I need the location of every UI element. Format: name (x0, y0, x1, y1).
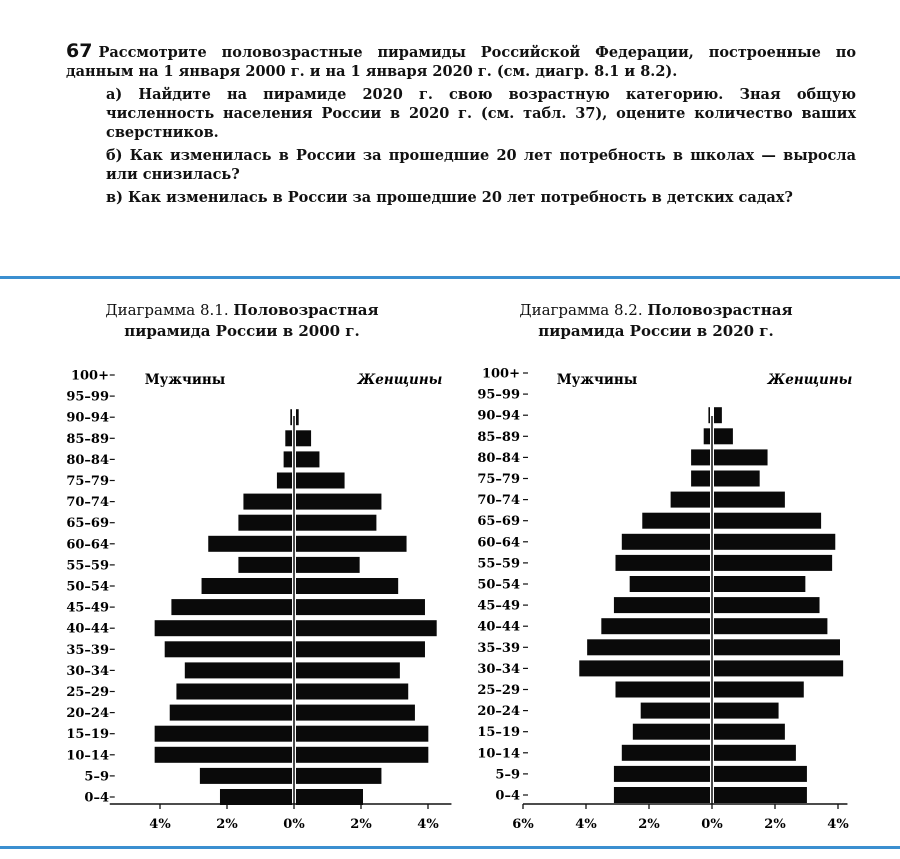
chart1-bar-female (296, 684, 408, 700)
chart2-age-label: 85–89 (477, 429, 520, 445)
chart1-bar-male (155, 747, 292, 763)
chart1-age-label: 0–4 (84, 790, 109, 806)
chart2-age-label: 25–29 (477, 683, 520, 698)
chart2-title-line2: пирамида России в 2020 г. (538, 322, 774, 340)
chart1-x-tick-label: 0% (283, 817, 305, 832)
chart1-age-label: 5–9 (84, 769, 109, 785)
chart1-bar-female (296, 451, 319, 467)
chart1-legend-female: Женщины (357, 372, 443, 388)
question-b: б) Как изменилась в России за прошедшие 20 лет потребность в школах — выросла или снизилась? (106, 147, 856, 183)
chart1-age-label: 25–29 (66, 685, 109, 700)
chart2-age-label: 75–79 (477, 472, 520, 487)
chart1-age-label: 50–54 (66, 579, 109, 595)
chart1-bar-male (238, 557, 292, 573)
chart2-legend-female: Женщины (767, 372, 853, 388)
chart2-x-tick-label: 2% (764, 817, 786, 832)
chart1-bar-female (296, 578, 398, 594)
chart1-bar-male (176, 684, 292, 700)
chart2-x-tick-label: 6% (512, 817, 534, 832)
chart1-x-tick-label: 2% (216, 817, 238, 832)
chart2-age-label: 80–84 (477, 450, 520, 466)
chart1-bar-male (238, 515, 292, 531)
chart1-bar-female (296, 409, 299, 425)
chart1-legend-male: Мужчины (144, 372, 226, 388)
chart1-age-label: 85–89 (66, 431, 109, 447)
chart1-age-label: 55–59 (66, 558, 109, 574)
chart1-bar-male (284, 451, 292, 467)
chart1-age-label: 40–44 (66, 621, 109, 637)
chart2-age-label: 30–34 (477, 661, 520, 677)
chart1-title-prefix: Диаграмма 8.1. (105, 301, 229, 319)
chart2-age-label: 60–64 (477, 535, 520, 551)
chart2-age-label: 95–99 (477, 387, 520, 403)
chart2-x-tick-label: 4% (827, 817, 849, 832)
chart1-bar-female (296, 515, 376, 531)
chart1-bar-male (185, 662, 292, 678)
chart1-bar-male (220, 789, 292, 805)
chart1-bar-male (155, 726, 292, 742)
chart1-x-tick-label: 2% (350, 817, 372, 832)
chart1-age-label: 45–49 (66, 600, 109, 616)
chart1-age-label: 70–74 (66, 495, 109, 511)
chart2-age-label: 90–94 (477, 408, 520, 424)
chart1-bar-male (208, 536, 292, 552)
chart1-bar-male (202, 578, 292, 594)
chart1-bar-male (243, 494, 292, 510)
chart1-age-label: 60–64 (66, 537, 109, 553)
chart1-age-label: 10–14 (66, 748, 109, 764)
chart1-age-label: 65–69 (66, 516, 109, 532)
chart2-age-label: 10–14 (477, 746, 520, 762)
chart1-bar-male (165, 641, 292, 657)
chart1-bar-male (290, 409, 292, 425)
chart2-x-tick-label: 4% (575, 817, 597, 832)
task-number: 67 (66, 40, 93, 62)
chart1-bar-male (277, 473, 292, 489)
chart1-bar-female (296, 768, 381, 784)
chart1-bar-female (296, 494, 381, 510)
chart2-age-label: 35–39 (477, 640, 520, 656)
question-c: в) Как изменилась в России за прошедшие 20 лет потребность в детских садах? (106, 189, 793, 206)
chart1-age-label: 80–84 (66, 452, 109, 468)
chart1-bar-female (296, 620, 437, 636)
chart2-age-label: 20–24 (477, 704, 520, 720)
chart2-age-label: 40–44 (477, 619, 520, 635)
chart1-bar-female (296, 705, 415, 721)
chart2-age-label: 100+ (481, 366, 520, 382)
chart1-bar-female (296, 662, 400, 678)
chart2-age-label: 65–69 (477, 514, 520, 530)
chart1-age-label: 20–24 (66, 706, 109, 722)
chart1-age-label: 95–99 (66, 389, 109, 405)
chart2-age-label: 5–9 (495, 767, 520, 783)
chart2-legend-male: Мужчины (556, 372, 638, 388)
chart1-bar-male (285, 430, 292, 446)
chart1-age-label: 100+ (70, 368, 109, 384)
chart1-bar-female (296, 726, 428, 742)
chart2-age-label: 15–19 (477, 725, 520, 741)
chart2-age-label: 45–49 (477, 598, 520, 614)
chart2-age-label: 55–59 (477, 556, 520, 572)
task-intro-text: Рассмотрите половозрастные пирамиды Российской Федерации, построенные по данным на 1 января 2000 г. и на 1 января 2020 г. (см. диагр. 8.1 и 8.2). (66, 44, 856, 80)
chart1-age-label: 90–94 (66, 410, 109, 426)
chart1-title-line1: Половозрастная (233, 301, 379, 319)
chart1-bar-male (155, 620, 292, 636)
chart1-bar-male (170, 705, 292, 721)
chart1-bar-female (296, 599, 425, 615)
chart1-bar-male (200, 768, 292, 784)
chart1-title-line2: пирамида России в 2000 г. (124, 322, 360, 340)
chart1-bar-female (296, 641, 425, 657)
chart2-x-tick-label: 0% (701, 817, 723, 832)
chart2-age-label: 0–4 (495, 788, 520, 804)
chart1-x-tick-label: 4% (417, 817, 439, 832)
chart1-x-tick-label: 4% (149, 817, 171, 832)
chart1-age-label: 75–79 (66, 474, 109, 489)
chart1-bar-female (296, 789, 363, 805)
chart2-age-label: 50–54 (477, 577, 520, 593)
chart1-bar-female (296, 557, 360, 573)
question-a: а) Найдите на пирамиде 2020 г. свою возрастную категорию. Зная общую численность населения России в 2020 г. (см. табл. 37), оцените количество ваших сверстников. (106, 86, 856, 141)
chart1-bar-female (296, 430, 311, 446)
chart1-bar-male (171, 599, 292, 615)
chart1-age-label: 35–39 (66, 642, 109, 658)
chart2-title-prefix: Диаграмма 8.2. (519, 301, 643, 319)
chart1-age-label: 15–19 (66, 727, 109, 743)
chart1-bar-female (296, 473, 345, 489)
chart1-bar-female (296, 536, 407, 552)
chart2-x-tick-label: 2% (638, 817, 660, 832)
chart2-age-label: 70–74 (477, 493, 520, 509)
chart1-bar-female (296, 747, 428, 763)
chart2-title-line1: Половозрастная (647, 301, 793, 319)
chart1-age-label: 30–34 (66, 663, 109, 679)
